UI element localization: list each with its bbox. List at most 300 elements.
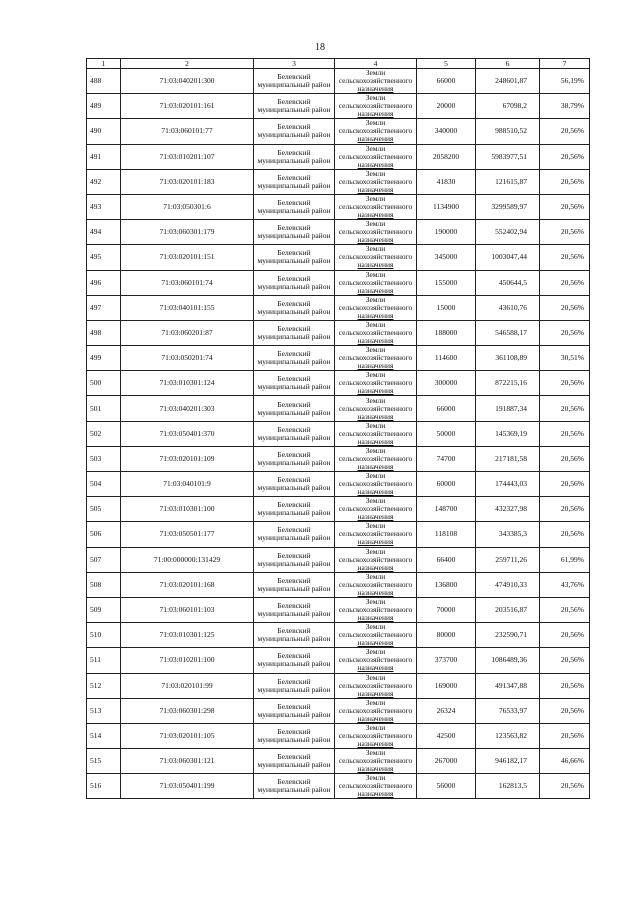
cadastral-number: 71:03:060301:298 [121, 698, 254, 723]
table-row [87, 346, 590, 371]
row-number: 516 [87, 774, 121, 799]
row-number: 515 [87, 749, 121, 774]
table-row [87, 497, 590, 522]
district-name [254, 371, 335, 396]
area-value: 42500 [417, 723, 476, 748]
percent-value: 46,66% [540, 749, 590, 774]
page-number: 18 [315, 42, 325, 53]
land-category [335, 623, 417, 648]
cadastral-value: 232590,71 [476, 623, 540, 648]
district-name-line: Белевский [277, 500, 311, 510]
land-category-line: назначения [357, 713, 394, 723]
district-name [254, 421, 335, 446]
land-category-line: назначения [357, 638, 394, 648]
table-row [87, 749, 590, 774]
area-value: 74700 [417, 446, 476, 471]
cadastral-number: 71:03:060301:179 [121, 220, 254, 245]
percent-value: 43,76% [540, 572, 590, 597]
area-value: 118108 [417, 522, 476, 547]
land-category [335, 194, 417, 219]
district-name-line: муниципальный район [257, 785, 331, 795]
district-name [254, 698, 335, 723]
district-name-line: Белевский [277, 701, 311, 711]
row-number: 506 [87, 522, 121, 547]
table-row [87, 623, 590, 648]
district-name-line: Белевский [277, 72, 311, 82]
district-name [254, 396, 335, 421]
table-row [87, 94, 590, 119]
district-name [254, 472, 335, 497]
district-name [254, 169, 335, 194]
table-row [87, 119, 590, 144]
land-category-line: сельскохозяйственного [338, 630, 413, 640]
district-name-line: муниципальный район [257, 231, 331, 241]
cadastral-value: 3299589,97 [476, 194, 540, 219]
land-category [335, 220, 417, 245]
table-row [87, 597, 590, 622]
district-name [254, 723, 335, 748]
land-category-line: Земли [365, 496, 386, 506]
table-row [87, 194, 590, 219]
land-category-line: сельскохозяйственного [338, 252, 413, 262]
land-category [335, 749, 417, 774]
district-name [254, 295, 335, 320]
district-name [254, 346, 335, 371]
district-name-line: муниципальный район [257, 407, 331, 417]
land-category-line: сельскохозяйственного [338, 579, 413, 589]
district-name-line: муниципальный район [257, 508, 331, 518]
land-category-line: сельскохозяйственного [338, 202, 413, 212]
percent-value: 20,56% [540, 194, 590, 219]
percent-value: 20,56% [540, 421, 590, 446]
row-number: 492 [87, 169, 121, 194]
cadastral-value: 67098,2 [476, 94, 540, 119]
land-category-line: назначения [357, 587, 394, 597]
cadastral-value: 552402,94 [476, 220, 540, 245]
land-category-line: сельскохозяйственного [338, 151, 413, 161]
area-value: 66000 [417, 69, 476, 94]
land-category-line: сельскохозяйственного [338, 605, 413, 615]
cadastral-value: 1086489,36 [476, 648, 540, 673]
table-row [87, 295, 590, 320]
row-number: 512 [87, 673, 121, 698]
land-category-line: сельскохозяйственного [338, 403, 413, 413]
cadastral-number: 71:03:010201:107 [121, 144, 254, 169]
district-name-line: Белевский [277, 575, 311, 585]
area-value: 26324 [417, 698, 476, 723]
land-category [335, 673, 417, 698]
land-category-line: назначения [357, 335, 394, 345]
percent-value: 20,56% [540, 648, 590, 673]
land-category [335, 597, 417, 622]
land-category-line: назначения [357, 461, 394, 471]
land-category [335, 522, 417, 547]
area-value: 41830 [417, 169, 476, 194]
table-row [87, 572, 590, 597]
district-name-line: муниципальный район [257, 80, 331, 90]
land-category [335, 245, 417, 270]
percent-value: 20,56% [540, 774, 590, 799]
land-category-line: назначения [357, 134, 394, 144]
percent-value: 20,56% [540, 295, 590, 320]
cadastral-value: 988510,52 [476, 119, 540, 144]
row-number: 513 [87, 698, 121, 723]
area-value: 70000 [417, 597, 476, 622]
district-name [254, 144, 335, 169]
cadastral-value: 474910,33 [476, 572, 540, 597]
cadastral-value: 162813,5 [476, 774, 540, 799]
row-number: 514 [87, 723, 121, 748]
row-number: 490 [87, 119, 121, 144]
table-row [87, 698, 590, 723]
land-category-line: Земли [365, 647, 386, 657]
district-name-line: Белевский [277, 449, 311, 459]
row-number: 507 [87, 547, 121, 572]
table-row [87, 522, 590, 547]
area-value: 155000 [417, 270, 476, 295]
land-category [335, 497, 417, 522]
land-category-line: назначения [357, 512, 394, 522]
district-name-line: Белевский [277, 323, 311, 333]
percent-value: 20,56% [540, 245, 590, 270]
area-value: 169000 [417, 673, 476, 698]
cadastral-number: 71:03:020101:168 [121, 572, 254, 597]
district-name-line: муниципальный район [257, 734, 331, 744]
land-category-line: сельскохозяйственного [338, 756, 413, 766]
row-number: 491 [87, 144, 121, 169]
land-category-line: Земли [365, 773, 386, 783]
cadastral-number: 71:03:060101:77 [121, 119, 254, 144]
cadastral-number: 71:03:020101:105 [121, 723, 254, 748]
land-category-line: Земли [365, 345, 386, 355]
land-category-line: Земли [365, 622, 386, 632]
land-category [335, 119, 417, 144]
land-category-line: Земли [365, 320, 386, 329]
district-name-line: муниципальный район [257, 709, 331, 719]
land-category-line: назначения [357, 84, 394, 94]
column-header: 2 [121, 59, 254, 69]
land-category-line: сельскохозяйственного [338, 453, 413, 463]
land-category-line: сельскохозяйственного [338, 176, 413, 186]
district-name-line: муниципальный район [257, 281, 331, 291]
cadastral-value: 491347,88 [476, 673, 540, 698]
column-header: 3 [254, 59, 335, 69]
cadastral-number: 71:03:020101:109 [121, 446, 254, 471]
table-row [87, 396, 590, 421]
percent-value: 20,56% [540, 119, 590, 144]
district-name-line: Белевский [277, 172, 311, 182]
percent-value: 20,56% [540, 673, 590, 698]
land-category-line: назначения [357, 285, 394, 295]
land-category [335, 94, 417, 119]
land-category-line: назначения [357, 109, 394, 119]
district-name [254, 572, 335, 597]
land-category-line: сельскохозяйственного [338, 504, 413, 514]
land-category-line: Земли [365, 421, 386, 430]
area-value: 1134900 [417, 194, 476, 219]
cadastral-number: 71:03:050201:74 [121, 346, 254, 371]
table-row [87, 245, 590, 270]
row-number: 508 [87, 572, 121, 597]
cadastral-number: 71:03:060301:121 [121, 749, 254, 774]
row-number: 503 [87, 446, 121, 471]
table-row [87, 270, 590, 295]
percent-value: 20,56% [540, 597, 590, 622]
table-row [87, 169, 590, 194]
row-number: 494 [87, 220, 121, 245]
land-category-line: сельскохозяйственного [338, 101, 413, 111]
land-category-line: Земли [365, 68, 386, 78]
table-row [87, 69, 590, 94]
district-name-line: муниципальный район [257, 331, 331, 341]
cadastral-value: 872215,16 [476, 371, 540, 396]
land-category-line: сельскохозяйственного [338, 680, 413, 690]
table-row [87, 220, 590, 245]
district-name [254, 623, 335, 648]
percent-value: 20,56% [540, 270, 590, 295]
district-name-line: муниципальный район [257, 155, 331, 165]
district-name [254, 648, 335, 673]
table-row [87, 320, 590, 345]
cadastral-value: 946182,17 [476, 749, 540, 774]
district-name-line: Белевский [277, 626, 311, 636]
district-name [254, 220, 335, 245]
row-number: 498 [87, 320, 121, 345]
land-category-line: назначения [357, 487, 394, 497]
district-name-line: муниципальный район [257, 432, 331, 442]
district-name-line: Белевский [277, 374, 311, 384]
land-category-line: Земли [365, 597, 386, 607]
table-row [87, 371, 590, 396]
land-category-line: назначения [357, 310, 394, 320]
district-name-line: Белевский [277, 424, 311, 434]
cadastral-value: 43610,76 [476, 295, 540, 320]
column-header: 7 [540, 59, 590, 69]
cadastral-number: 71:03:050301:6 [121, 194, 254, 219]
cadastral-number: 71:03:010301:100 [121, 497, 254, 522]
land-category-line: Земли [365, 547, 386, 556]
land-category [335, 346, 417, 371]
land-category-line: назначения [357, 688, 394, 698]
percent-value: 20,56% [540, 723, 590, 748]
percent-value: 20,56% [540, 396, 590, 421]
district-name [254, 69, 335, 94]
row-number: 489 [87, 94, 121, 119]
cadastral-number: 71:03:060101:74 [121, 270, 254, 295]
row-number: 488 [87, 69, 121, 94]
table-header-row [87, 59, 590, 69]
land-category-line: назначения [357, 789, 394, 799]
percent-value: 61,99% [540, 547, 590, 572]
land-category-line: Земли [365, 169, 386, 178]
column-header: 6 [476, 59, 540, 69]
land-category-line: Земли [365, 144, 386, 153]
table-row [87, 144, 590, 169]
cadastral-number: 71:03:020101:99 [121, 673, 254, 698]
district-name-line: Белевский [277, 550, 311, 560]
land-category-line: назначения [357, 386, 394, 396]
district-name-line: Белевский [277, 752, 311, 762]
cadastral-number: 71:03:040101:155 [121, 295, 254, 320]
district-name-line: муниципальный район [257, 105, 331, 115]
cadastral-number: 71:03:060101:103 [121, 597, 254, 622]
land-category-line: сельскохозяйственного [338, 327, 413, 337]
land-category-line: Земли [365, 698, 386, 707]
land-category-line: Земли [365, 395, 386, 405]
district-name-line: муниципальный район [257, 206, 331, 216]
district-name-line: Белевский [277, 399, 311, 409]
area-value: 373700 [417, 648, 476, 673]
area-value: 267000 [417, 749, 476, 774]
land-category [335, 69, 417, 94]
column-header: 5 [417, 59, 476, 69]
row-number: 510 [87, 623, 121, 648]
district-name-line: Белевский [277, 223, 311, 233]
district-name-line: муниципальный район [257, 533, 331, 543]
cadastral-number: 71:03:020101:183 [121, 169, 254, 194]
table-row [87, 421, 590, 446]
land-category-line: Земли [365, 93, 386, 103]
district-name-line: муниципальный район [257, 609, 331, 619]
table-row [87, 648, 590, 673]
area-value: 50000 [417, 421, 476, 446]
row-number: 493 [87, 194, 121, 219]
percent-value: 20,56% [540, 169, 590, 194]
land-category-line: назначения [357, 260, 394, 270]
district-name [254, 194, 335, 219]
land-category-line: сельскохозяйственного [338, 655, 413, 665]
district-name-line: муниципальный район [257, 684, 331, 694]
area-value: 188000 [417, 320, 476, 345]
district-name-line: Белевский [277, 525, 311, 535]
row-number: 496 [87, 270, 121, 295]
cadastral-number: 71:03:050401:370 [121, 421, 254, 446]
land-category-line: Земли [365, 244, 386, 254]
district-name-line: Белевский [277, 273, 311, 283]
cadastral-value: 450644,5 [476, 270, 540, 295]
cadastral-value: 174443,03 [476, 472, 540, 497]
district-name-line: Белевский [277, 475, 311, 485]
district-name-line: муниципальный район [257, 306, 331, 316]
district-name-line: муниципальный район [257, 357, 331, 367]
land-category-line: сельскохозяйственного [338, 554, 413, 564]
cadastral-value: 343385,3 [476, 522, 540, 547]
cadastral-number: 71:00:000000:131429 [121, 547, 254, 572]
district-name-line: муниципальный район [257, 659, 331, 669]
row-number: 500 [87, 371, 121, 396]
land-category-line: назначения [357, 184, 394, 194]
district-name-line: Белевский [277, 198, 311, 208]
land-category-line: назначения [357, 411, 394, 421]
cadastral-value: 361108,89 [476, 346, 540, 371]
district-name-line: Белевский [277, 777, 311, 787]
land-category-line: назначения [357, 436, 394, 446]
land-category-line: назначения [357, 235, 394, 245]
land-category-line: Земли [365, 471, 386, 481]
table-row [87, 723, 590, 748]
land-category-line: Земли [365, 748, 386, 758]
land-category-line: Земли [365, 270, 386, 279]
cadastral-value: 203516,87 [476, 597, 540, 622]
table-row [87, 472, 590, 497]
percent-value: 20,56% [540, 698, 590, 723]
land-category [335, 295, 417, 320]
district-name-line: муниципальный район [257, 130, 331, 140]
district-name-line: Белевский [277, 601, 311, 611]
area-value: 190000 [417, 220, 476, 245]
district-name-line: Белевский [277, 298, 311, 308]
table-row [87, 446, 590, 471]
land-registry-table [86, 58, 590, 799]
land-category-line: Земли [365, 219, 386, 229]
row-number: 495 [87, 245, 121, 270]
district-name-line: Белевский [277, 147, 311, 157]
district-name-line: Белевский [277, 97, 311, 107]
district-name-line: Белевский [277, 726, 311, 736]
district-name [254, 522, 335, 547]
cadastral-number: 71:03:040101:9 [121, 472, 254, 497]
area-value: 20000 [417, 94, 476, 119]
column-header: 4 [335, 59, 417, 69]
land-category-line: сельскохозяйственного [338, 705, 413, 715]
cadastral-number: 71:03:050401:199 [121, 774, 254, 799]
cadastral-number: 71:03:060201:87 [121, 320, 254, 345]
land-category [335, 421, 417, 446]
land-category [335, 774, 417, 799]
district-name-line: Белевский [277, 122, 311, 132]
cadastral-number: 71:03:050501:177 [121, 522, 254, 547]
row-number: 504 [87, 472, 121, 497]
land-category-line: назначения [357, 764, 394, 774]
percent-value: 20,56% [540, 623, 590, 648]
percent-value: 20,56% [540, 446, 590, 471]
land-category [335, 320, 417, 345]
land-category-line: сельскохозяйственного [338, 302, 413, 312]
row-number: 502 [87, 421, 121, 446]
land-category-line: Земли [365, 572, 386, 581]
land-category-line: назначения [357, 663, 394, 673]
district-name [254, 446, 335, 471]
land-category-line: Земли [365, 194, 386, 204]
land-category-line: сельскохозяйственного [338, 529, 413, 539]
land-category-line: сельскохозяйственного [338, 781, 413, 791]
land-category-line: сельскохозяйственного [338, 730, 413, 740]
row-number: 509 [87, 597, 121, 622]
area-value: 80000 [417, 623, 476, 648]
district-name [254, 320, 335, 345]
cadastral-value: 1003047,44 [476, 245, 540, 270]
row-number: 511 [87, 648, 121, 673]
district-name-line: муниципальный район [257, 180, 331, 190]
area-value: 114600 [417, 346, 476, 371]
area-value: 136800 [417, 572, 476, 597]
cadastral-number: 71:03:010301:125 [121, 623, 254, 648]
cadastral-number: 71:03:040201:300 [121, 69, 254, 94]
land-category [335, 169, 417, 194]
district-name [254, 597, 335, 622]
land-category-line: Земли [365, 370, 386, 380]
land-category [335, 446, 417, 471]
row-number: 499 [87, 346, 121, 371]
district-name [254, 749, 335, 774]
percent-value: 20,56% [540, 497, 590, 522]
district-name-line: муниципальный район [257, 382, 331, 392]
land-category [335, 270, 417, 295]
land-category-line: Земли [365, 118, 386, 128]
area-value: 15000 [417, 295, 476, 320]
district-name-line: Белевский [277, 349, 311, 359]
district-name-line: муниципальный район [257, 457, 331, 467]
